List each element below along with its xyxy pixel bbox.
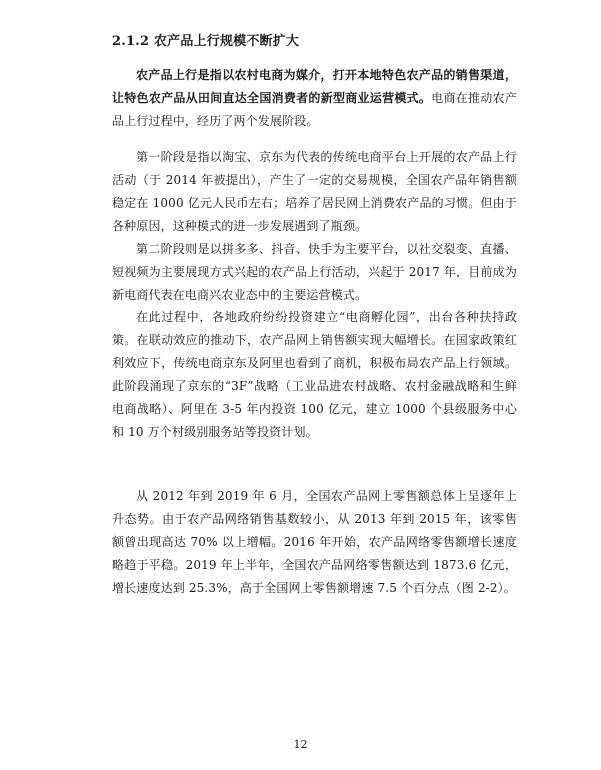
paragraph-stage-one: 第一阶段是指以淘宝、京东为代表的传统电商平台上开展的农产品上行活动（于 2014 年被提出），产生了一定的交易规模，全国农产品年销售额稳定在 1000 亿元人民币左右；培养了居民网上消费农产品的习惯。但由于各种原因，这种模式的进一步发展遇到了瓶颈。 (112, 150, 517, 233)
paragraph-policy: 在此过程中，各地政府纷纷投资建立“电商孵化园”，出台各种扶持政策。在联动效应的推动下，农产品网上销售额实现大幅增长。在国家政策红利效应下，传统电商京东及阿里也看到了商机，积极布局农产品上行领域。此阶段涌现了京东的“3F”战略（工业品进农村战略、农村金融战略和生鲜电商战略）、阿里在 3-5 年内投资 100 亿元，建立 1000 个县级服务中心和 10 万个村级别服务站等投资计划。 (112, 310, 517, 439)
paragraph-definition-rest: 电商在推动农产品上行过程中，经历了两个发展阶段。 (112, 91, 517, 128)
section-heading: 2.1.2 农产品上行规模不断扩大 (112, 34, 300, 49)
page-number: 12 (293, 738, 308, 751)
paragraph-sales-trend: 从 2012 年到 2019 年 6 月，全国农产品网上零售额总体上呈逐年上升态势。由于农产品网络销售基数较小，从 2013 年到 2015 年，该零售额曾出现高达 70% 以上增幅。2016 年开始，农产品网络零售额增长速度略趋于平稳。2019 年上半年，全国农产品网络零售额达到 1873.6 亿元，增长速度达到 25.3%，高于全国网上零售额增速 7.5 个百分点（图 2-2）。 (112, 489, 517, 595)
paragraph-stage-two: 第二阶段则是以拼多多、抖音、快手为主要平台，以社交裂变、直播、短视频为主要展现方式兴起的农产品上行活动，兴起于 2017 年，目前成为新电商代表在电商兴农业态中的主要运营模式。 (112, 242, 517, 302)
paragraph-definition-bold: 农产品上行是指以农村电商为媒介，打开本地特色农产品的销售渠道，让特色农产品从田间直达全国消费者的新型商业运营模式。 (112, 68, 517, 105)
paragraph-definition (112, 64, 517, 133)
